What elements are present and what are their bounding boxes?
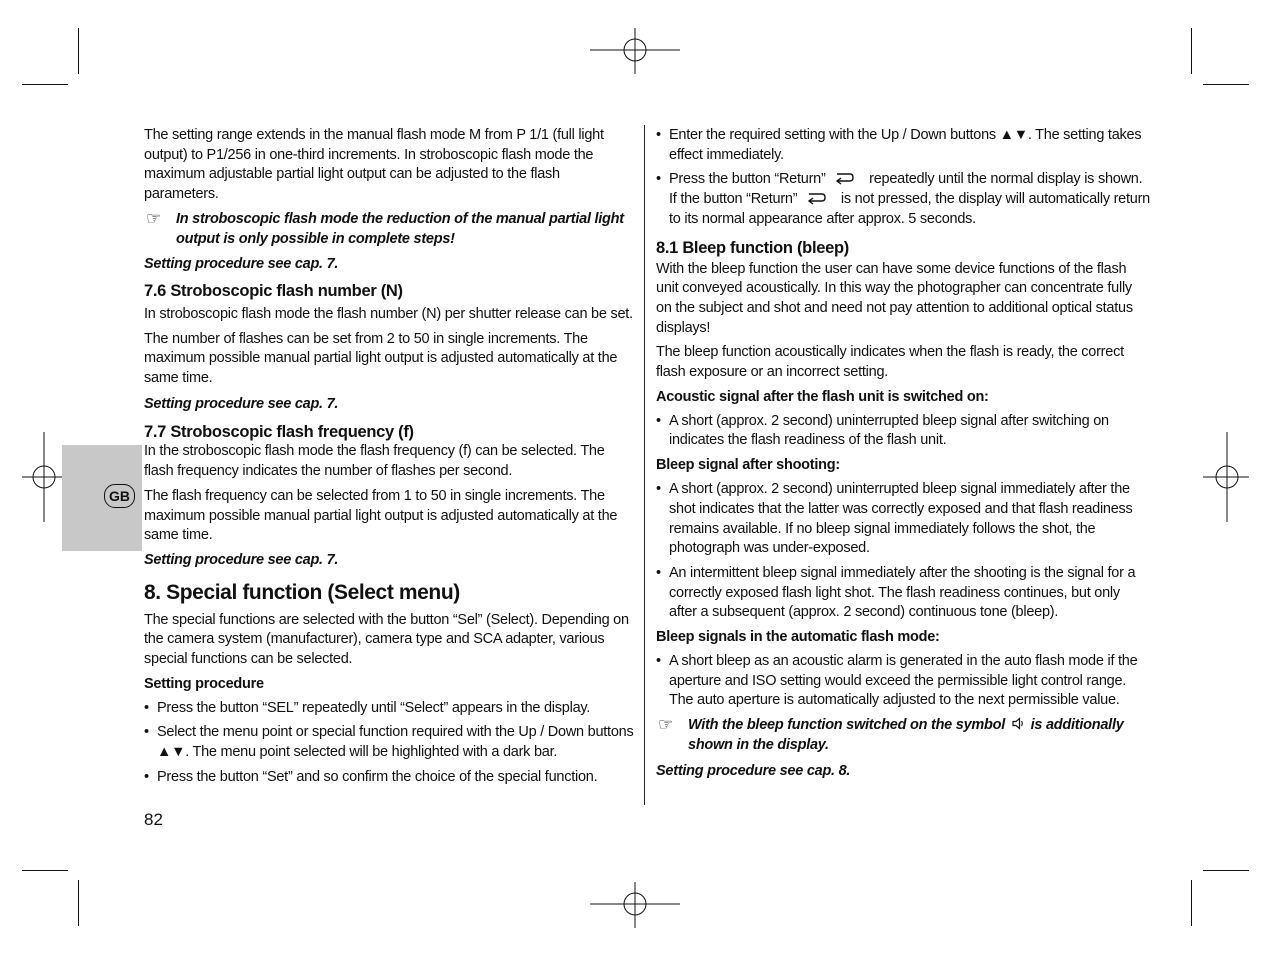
pointing-hand-icon: ☞ <box>658 715 673 735</box>
note-text: With the bleep function switched on the symbol <box>688 717 1006 734</box>
language-badge: GB <box>104 484 135 508</box>
left-column <box>144 126 636 793</box>
setting-reference: Setting procedure see cap. 8. <box>656 762 851 779</box>
crop-mark-br-h <box>1203 870 1249 871</box>
crop-mark-bl-h <box>22 870 68 871</box>
paragraph: The flash frequency can be selected from 1 to 50 in single increments. The maximum possible manual partial light output is adjusted automatically at the same time. <box>144 487 618 544</box>
crop-mark-tr-v <box>1191 28 1192 74</box>
paragraph: The special functions are selected with the button “Sel” (Select). Depending on the camera system (manufacturer), camera type and SCA adapter, various special functions can be selected. <box>144 611 629 668</box>
setting-reference: Setting procedure see cap. 7. <box>144 256 339 273</box>
paragraph: The bleep function acoustically indicates when the flash is ready, the correct flash exposure or an incorrect setting. <box>656 344 1124 381</box>
return-arrow-icon <box>805 191 827 205</box>
setting-reference: Setting procedure see cap. 7. <box>144 395 339 412</box>
page-number: 82 <box>144 810 163 829</box>
list-item: • An intermittent bleep signal immediately after the shooting is the signal for a correctly exposed flash light shot. The flash readiness continues, but only after a subsequent (approx. 2 second) continuous tone (bleep). <box>656 564 1150 623</box>
section-heading: 7.6 Stroboscopic flash number (N) <box>144 281 403 300</box>
crop-mark-br-v <box>1191 880 1192 926</box>
registration-mark-top <box>590 28 680 74</box>
list-item: • Press the button “SEL” repeatedly until “Select” appears in the display. <box>144 699 636 719</box>
list-item: • A short bleep as an acoustic alarm is generated in the auto flash mode if the aperture and ISO setting would exceed the permissible light control range. The auto aperture is automatically adjusted to the next permissible value. <box>656 652 1150 711</box>
setting-reference: Setting procedure see cap. 7. <box>144 551 339 568</box>
crop-mark-bl-v <box>78 880 79 926</box>
registration-mark-right <box>1203 432 1249 522</box>
subheading: Setting procedure <box>144 675 264 692</box>
note <box>144 210 636 249</box>
paragraph: The setting range extends in the manual flash mode M from P 1/1 (full light output) to P1/256 in one-third increments. In stroboscopic flash mode the maximum adjustable partial light output can be adjusted to the flash parameters. <box>144 127 604 203</box>
section-heading: 7.7 Stroboscopic flash frequency (f) <box>144 423 414 442</box>
subheading: Acoustic signal after the flash unit is switched on: <box>656 388 989 405</box>
text: is not pressed, the display will automatically return to its normal appearance after approx. 5 seconds. <box>669 191 1150 227</box>
return-arrow-icon <box>833 171 855 185</box>
list-item: • A short (approx. 2 second) uninterrupted bleep signal after switching on indicates the flash readiness of the flash unit. <box>656 412 1150 451</box>
note-text: In stroboscopic flash mode the reduction of the manual partial light output is only possible in complete steps! <box>176 210 624 247</box>
note <box>656 716 1150 755</box>
crop-mark-tl-h <box>22 84 68 85</box>
pointing-hand-icon: ☞ <box>146 208 161 228</box>
right-column <box>656 126 1150 787</box>
crop-mark-tl-v <box>78 28 79 74</box>
list-item: • Enter the required setting with the Up / Down buttons ▲▼. The setting takes effect immediately. <box>656 126 1150 165</box>
paragraph: With the bleep function the user can have some device functions of the flash unit conveyed acoustically. In this way the photographer can concentrate fully on the subject and shot and need not pay attention to additional optical status displays! <box>656 260 1133 336</box>
column-divider <box>644 125 645 805</box>
paragraph: In the stroboscopic flash mode the flash frequency (f) can be selected. The flash frequency indicates the number of flashes per second. <box>144 443 605 480</box>
registration-mark-bottom <box>590 882 680 928</box>
subheading: Bleep signal after shooting: <box>656 457 840 474</box>
section-heading: 8.1 Bleep function (bleep) <box>656 238 849 257</box>
subheading: Bleep signals in the automatic flash mode: <box>656 629 940 646</box>
speaker-icon <box>1012 717 1024 730</box>
paragraph: In stroboscopic flash mode the flash number (N) per shutter release can be set. <box>144 305 633 322</box>
crop-mark-tr-h <box>1203 84 1249 85</box>
chapter-heading: 8. Special function (Select menu) <box>144 580 460 604</box>
note-text: is additionally shown in the display. <box>688 717 1124 753</box>
paragraph: The number of flashes can be set from 2 to 50 in single increments. The maximum possible manual partial light output is adjusted automatically at the same time. <box>144 330 618 387</box>
list-item: • Select the menu point or special function required with the Up / Down buttons ▲▼. The menu point selected will be highlighted with a dark bar. <box>144 723 636 762</box>
list-item: • Press the button “Set” and so confirm the choice of the special function. <box>144 768 636 788</box>
text: repeatedly until the normal display is shown. If the button “Return” <box>669 171 1143 208</box>
list-item <box>656 170 1150 229</box>
text: Press the button “Return” <box>669 171 826 188</box>
list-item: • A short (approx. 2 second) uninterrupted bleep signal immediately after the shot indicates that the latter was correctly exposed and that flash readiness remains available. If no bleep signal immediately follows the shot, the photograph was under-exposed. <box>656 480 1150 559</box>
